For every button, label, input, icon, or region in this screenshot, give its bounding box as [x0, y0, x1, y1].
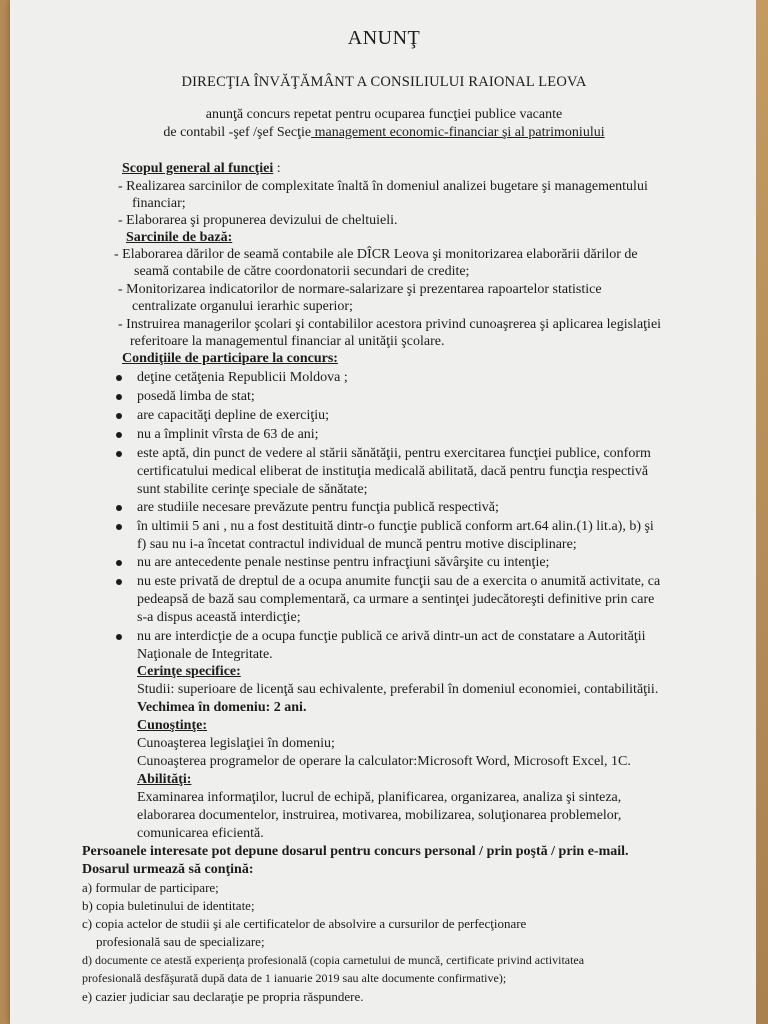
abilities-line: elaborarea documentelor, instruirea, motivarea, mobilizarea, soluţionarea problemelor,	[137, 808, 622, 823]
tasks-line: - Instruirea managerilor şcolari şi contabililor acestora privind cunoaşrerea şi aplicarea legislaţiei	[118, 317, 662, 332]
condition-item-cont: pedeapsă de bază sau complementară, ca urmare a sentinţei judecătoreşti definitive prin care	[137, 592, 655, 607]
bullet-icon	[116, 579, 122, 585]
dossier-item: c) copia actelor de studii şi ale certificatelor de absolvire a cursurilor de perfecţionare	[82, 916, 527, 931]
condition-item-cont: f) sau nu i-a încetat contractul individual de muncă pentru motive disciplinare;	[137, 537, 577, 552]
condition-item: în ultimii 5 ani , nu a fost destituită dintr-o funcţie publică conform art.64 alin.(1) lit.a), b) şi	[137, 519, 654, 534]
specific-heading: Cerinţe specifice:	[137, 664, 241, 679]
specific-studies: Studii: superioare de licenţă sau echivalente, preferabil în domeniul economiei, contabilităţii.	[137, 682, 659, 697]
condition-item: nu este privată de dreptul de a ocupa anumite funcţii sau de a exercita o anumită activitate, ca	[137, 574, 661, 589]
dossier-item: d) documente ce atestă experienţa profesională (copia carnetului de muncă, certificate privind activitatea	[82, 953, 585, 967]
bullet-icon	[116, 432, 122, 438]
specific-seniority: Vechimea în domeniu: 2 ani.	[137, 700, 307, 715]
intro-line-2	[10, 124, 758, 141]
scope-line: - Elaborarea şi propunerea devizului de cheltuieli.	[118, 213, 398, 228]
abilities-heading: Abilităţi:	[137, 772, 192, 787]
department-name: DIRECŢIA ÎNVĂŢĂMÂNT A CONSILIULUI RAIONAL LEOVA	[181, 74, 587, 90]
scope-line: financiar;	[132, 196, 186, 211]
condition-item: deţine cetăţenia Republicii Moldova ;	[137, 370, 348, 385]
submission-note: Persoanele interesate pot depune dosarul pentru concurs personal / prin poştă / prin e-mail.	[82, 844, 629, 859]
tasks-line: - Monitorizarea indicatorilor de normare-salarizare şi prezentarea rapoartelor statistice	[118, 282, 602, 297]
condition-item-cont: sunt stabilite cerinţe speciale de sănătate;	[137, 482, 368, 497]
desk-surface	[756, 0, 768, 1024]
tasks-line: centralizate organului ierarhic superior;	[132, 299, 353, 314]
scope-line: - Realizarea sarcinilor de complexitate înaltă în domeniul analizei bugetare şi managementului	[118, 179, 648, 194]
tasks-heading: Sarcinile de bază:	[126, 230, 233, 245]
bullet-icon	[116, 375, 122, 381]
condition-item-cont: certificatului medical eliberat de instituţia medicală abilitată, dacă pentru funcţia respectivă	[137, 464, 649, 479]
tasks-line: - Elaborarea dărilor de seamă contabile ale DÎCR Leova şi monitorizarea elaborării dărilor de	[114, 247, 638, 262]
bullet-icon	[116, 451, 122, 457]
dossier-item: b) copia buletinului de identitate;	[82, 898, 255, 913]
dossier-item: e) cazier judiciar sau declaraţie pe propria răspundere.	[82, 989, 364, 1004]
bullet-icon	[116, 505, 122, 511]
bullet-icon	[116, 560, 122, 566]
tasks-line: seamă contabile de către coordonatorii secundari de credite;	[134, 264, 470, 279]
dossier-item-cont: profesională sau de specializare;	[96, 934, 265, 949]
abilities-line: comunicarea eficientă.	[137, 826, 264, 841]
scope-heading-line	[122, 160, 281, 177]
document-title: ANUNŢ	[347, 27, 421, 49]
bullet-icon	[116, 634, 122, 640]
knowledge-line: Cunoaşterea programelor de operare la calculator:Microsoft Word, Microsoft Excel, 1C.	[137, 754, 631, 769]
knowledge-heading: Cunoştinţe:	[137, 718, 208, 733]
dossier-heading: Dosarul urmează să conţină:	[82, 862, 254, 877]
condition-item: are capacităţi depline de exerciţiu;	[137, 408, 330, 423]
condition-item: are studiile necesare prevăzute pentru funcţia publică respectivă;	[137, 500, 499, 515]
document-page	[10, 0, 758, 1024]
knowledge-line: Cunoaşterea legislaţiei în domeniu;	[137, 736, 335, 751]
bullet-icon	[116, 394, 122, 400]
dossier-item: a) formular de participare;	[82, 880, 219, 895]
intro-position: de contabil -şef /şef Secţie	[163, 125, 312, 140]
abilities-line: Examinarea informaţilor, lucrul de echipă, planificarea, organizarea, analiza şi sinteza,	[137, 790, 622, 805]
condition-item: nu are antecedente penale nestinse pentru infracţiuni săvârşite cu intenţie;	[137, 555, 550, 570]
condition-item: este aptă, din punct de vedere al stării sănătăţii, pentru exercitarea funcţiei publice, conform	[137, 446, 651, 461]
condition-item: nu are interdicţie de a ocupa funcţie publică ce arivă dintr-un act de constatare a Autorităţii	[137, 629, 646, 644]
dossier-item-cont: profesională desfăşurată după data de 1 ianuarie 2019 sau alte documente confirmative);	[82, 971, 507, 985]
tasks-line: referitoare la managementul financiar al unităţii şcolare.	[130, 334, 445, 349]
intro-line-1: anunţă concurs repetat pentru ocuparea funcţiei publice vacante	[205, 107, 563, 122]
bullet-icon	[116, 524, 122, 530]
scope-heading-suffix: :	[273, 161, 281, 176]
bullet-icon	[116, 413, 122, 419]
intro-section-name: management economic-financiar şi al patrimoniului	[311, 125, 605, 140]
condition-item-cont: Naţionale de Integritate.	[137, 647, 273, 662]
scope-heading: Scopul general al funcţiei	[122, 161, 274, 176]
conditions-heading: Condiţiile de participare la concurs:	[122, 351, 338, 366]
condition-item-cont: s-a dispus această interdicţie;	[137, 610, 301, 625]
condition-item: nu a împlinit vîrsta de 63 de ani;	[137, 427, 319, 442]
condition-item: posedă limba de stat;	[137, 389, 255, 404]
